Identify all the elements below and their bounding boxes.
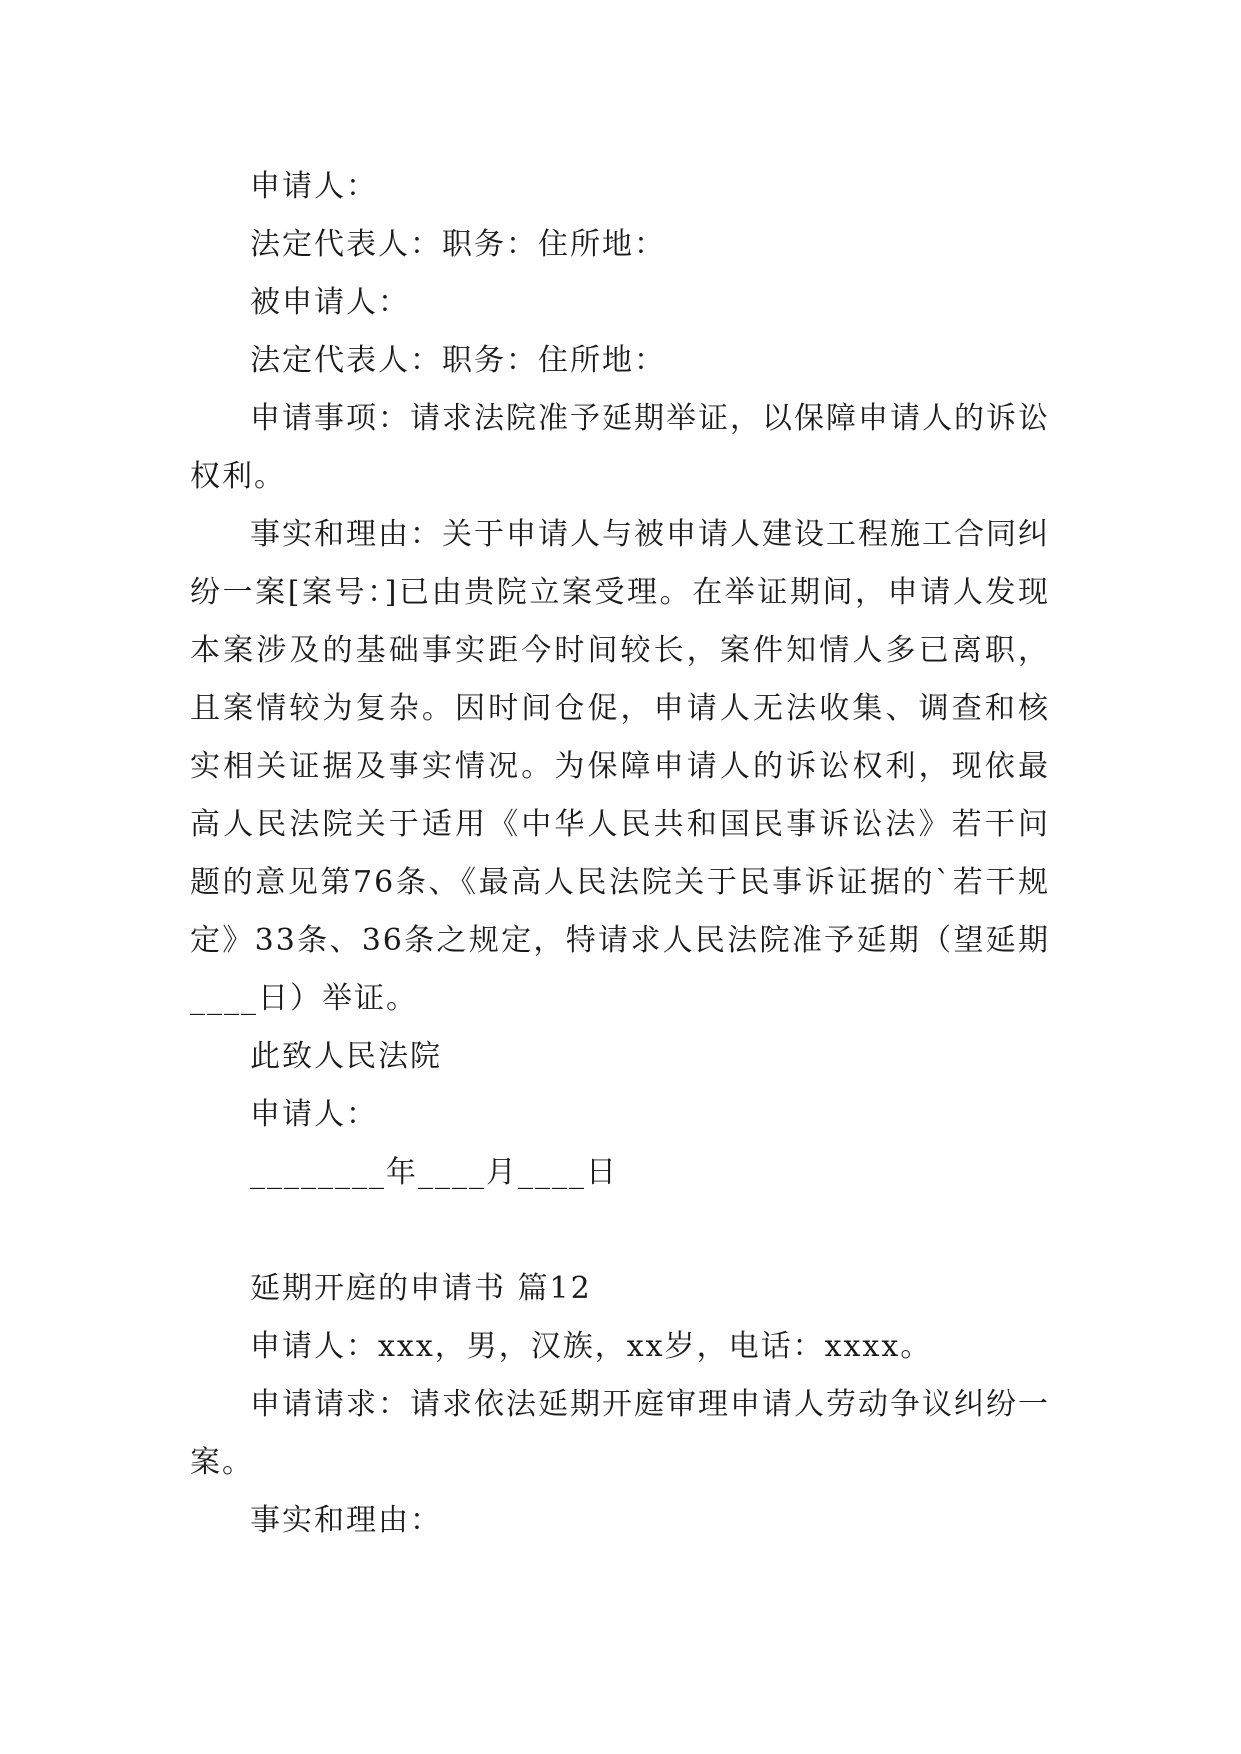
applicant-line: 申请人：: [250, 169, 378, 204]
applicant-representative-line: 法定代表人：职务：住所地：: [250, 227, 666, 262]
document-body: [190, 158, 1050, 1550]
application-request-paragraph: 申请请求：请求依法延期开庭审理申请人劳动争议纠纷一案。: [190, 1387, 1050, 1480]
facts-label-line: 事实和理由：: [250, 1503, 442, 1538]
request-item-paragraph: 申请事项：请求法院准予延期举证，以保障申请人的诉讼权利。: [190, 401, 1050, 494]
section-spacer: [190, 1202, 1050, 1260]
section-heading: 延期开庭的申请书 篇12: [250, 1271, 592, 1306]
facts-and-reasons-paragraph: 事实和理由：关于申请人与被申请人建设工程施工合同纠纷一案[案号：]已由贵院立案受理。在举证期间，申请人发现本案涉及的基础事实距今时间较长，案件知情人多已离职，且案情较为复杂。因时间仓促，申请人无法收集、调查和核实相关证据及事实情况。为保障申请人的诉讼权利，现依最高人民法院关于适用《中华人民共和国民事诉讼法》若干问题的意见第76条、《最高人民法院关于民事诉证据的`若干规定》33条、36条之规定，特请求人民法院准予延期（望延期____日）举证。: [190, 517, 1050, 1016]
addressee-line: 此致人民法院: [250, 1039, 442, 1074]
signature-line: 申请人：: [250, 1097, 378, 1132]
respondent-representative-line: 法定代表人：职务：住所地：: [250, 343, 666, 378]
respondent-line: 被申请人：: [250, 285, 410, 320]
applicant-info-line: 申请人：xxx，男，汉族，xx岁，电话：xxxx。: [250, 1329, 933, 1364]
date-line: ________年____月____日: [250, 1155, 618, 1190]
